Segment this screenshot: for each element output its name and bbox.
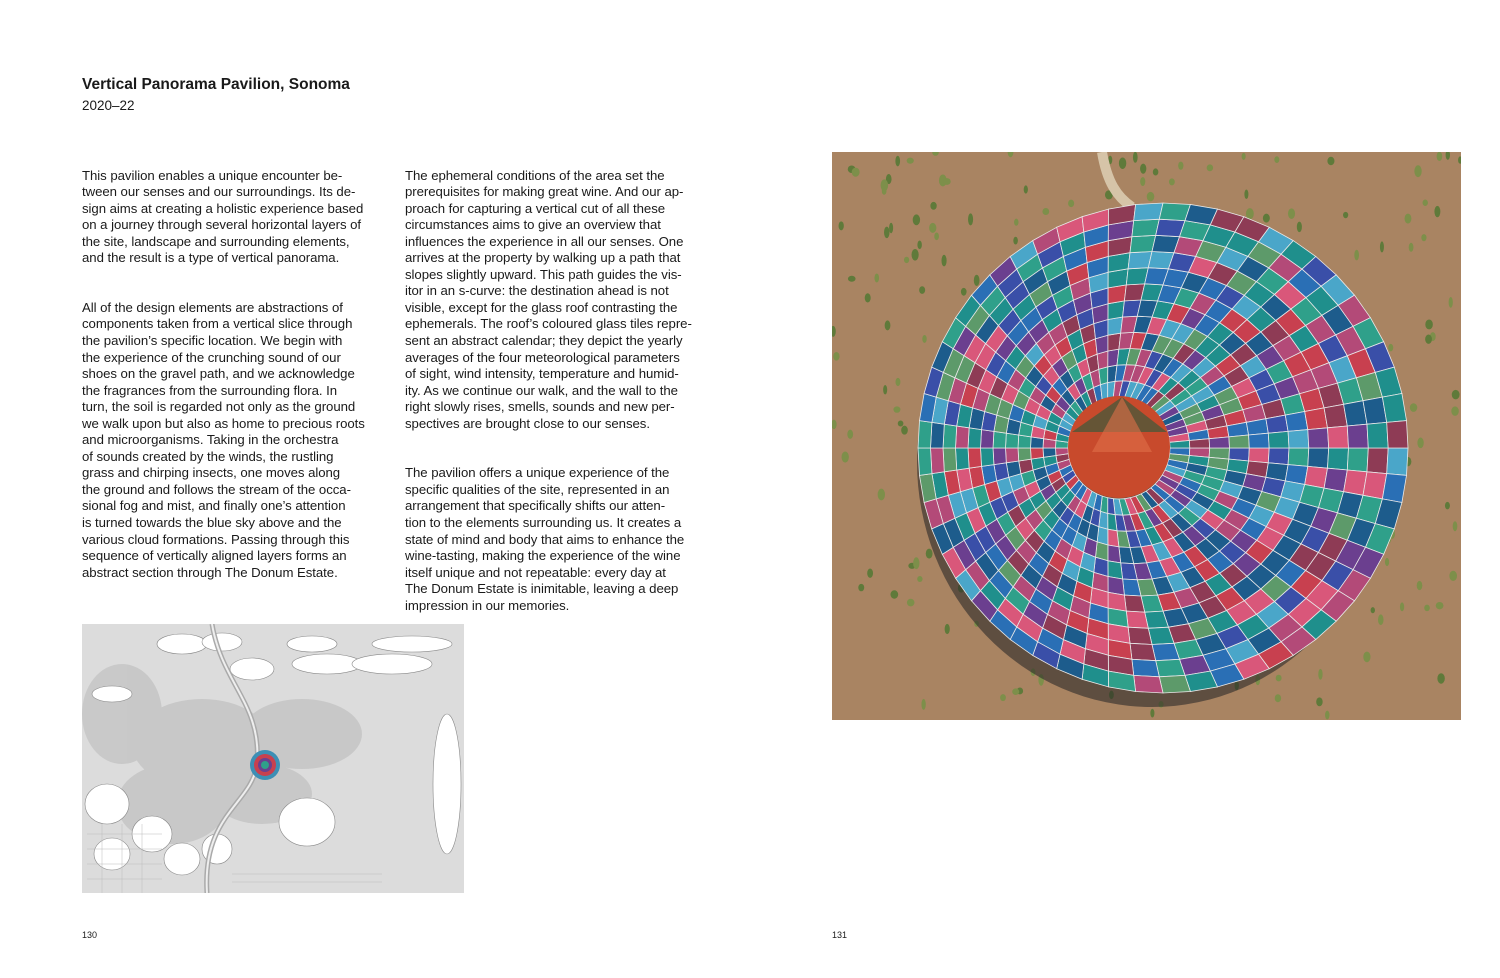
glass-tile [981,430,994,448]
shrub [1452,390,1460,399]
shrub [1385,558,1389,566]
glass-tile [1132,219,1159,237]
shrub [1140,164,1146,174]
glass-tile [1305,408,1328,430]
shrub [1380,241,1384,252]
glass-tile [1288,430,1309,448]
shrub [917,241,921,250]
glass-tile [1209,437,1229,448]
shrub [942,255,947,267]
shrub [1013,237,1018,245]
shrub [898,420,904,426]
glass-tile [981,448,994,466]
shrub [974,275,980,286]
shrub [1410,403,1417,412]
aerial-photo-pavilion-roof [832,152,1461,720]
glass-tile [1108,545,1121,563]
glass-tile [1285,412,1308,432]
shrub [893,406,900,412]
shrub [889,223,893,233]
glass-tile [1099,367,1108,385]
glass-tile [1132,659,1159,677]
shrub [1414,165,1421,177]
shrub [921,699,925,710]
glass-tile [1128,627,1152,644]
glass-tile [1347,448,1368,472]
shrub [943,178,951,185]
glass-tile [1101,383,1108,400]
paragraph: The ephemeral conditions of the area set the prerequisites for making great wine. And our ap- proach for capturing a vertical cut of all these circumstances aims to give an overview that influences the experience in all our senses. One arrives at the property by walking up a path that slopes slightly upward. This path guides the vis- itor in an s-curve: the destination ahead is not visible, except for the glass roof contrasting the ephemerals. The roof’s coloured glass tiles repre- sent an abstract calendar; they depict the yearly averages of the four meteorological parameters of sight, wind intensity, temperature and humid- ity. As we continue our walk, and the wall to the right slowly rises, smells, sounds and new per- spectives are brought close to our senses. [405,167,692,431]
shrub [1437,152,1443,161]
shrub [1343,212,1348,218]
glass-tile [1308,428,1329,448]
shrub [1153,168,1159,175]
glass-tile [1056,448,1069,456]
glass-tile [968,448,982,468]
glass-tile [1126,611,1148,628]
shrub [884,227,890,239]
shrub [1437,673,1444,683]
paragraph: All of the design elements are abstractions of components taken from a vertical slice through the pavilion’s specific location. We begin with the experience of the crunching sound of our shoes on the gravel path, and we acknowledge the fragrances from the surrounding flora. In turn, the soil is regarded not only as the ground we walk upon but also as home to precious roots and microorganisms. Taking in the orchestra of sounds created by the winds, the rustling grass and chirping insects, one moves along the ground and follows the stream of the occa- sional fog and mist, and finally one’s attention is turned towards the blue sky above and the various cloud formations. Passing through this sequence of vertically aligned layers forms an abstract section through The Donum Estate. [82,299,365,580]
shrub [1436,602,1444,609]
glass-tile [1249,433,1270,448]
shrub [1405,214,1412,224]
shrub [1388,344,1393,351]
shrub [1445,502,1450,509]
glass-tile [1268,448,1289,465]
glass-tile [1229,435,1249,448]
glass-tile [1108,529,1119,547]
shrub [961,288,967,296]
shrub [907,158,914,164]
glass-tile [1156,659,1185,677]
shrub [1119,157,1126,168]
shrub [1042,208,1049,215]
glass-tile [1387,421,1408,448]
shrub [1423,200,1428,206]
shrub [1453,521,1458,531]
shrub [847,430,853,439]
glass-tile [918,448,932,475]
shrub [907,599,915,607]
shrub [917,576,922,582]
text-column-2 [405,151,725,647]
glass-tile [943,424,957,448]
glass-tile [931,422,945,448]
site-plan-drawing [82,624,464,893]
shrub [913,557,919,569]
shrub [1014,219,1018,226]
glass-tile [1328,426,1349,448]
shrub [1000,694,1006,701]
shrub [881,179,889,191]
glass-tile [1031,448,1044,459]
shrub [1150,709,1154,718]
shrub [1068,200,1074,207]
shrub [858,584,864,591]
shrub [1449,571,1457,581]
shrub [1147,192,1155,202]
shrub [885,320,891,330]
shrub [865,293,871,302]
shrub [922,335,926,343]
glass-tile [956,448,970,470]
paragraph: This pavilion enables a unique encounter be- tween our senses and our surroundings. Its de- sign aims at creating a holistic experience based on a journey through several horizontal layers of the site, landscape and surrounding elements, and the result is a type of vertical panorama. [82,167,364,266]
glass-tile [918,421,932,448]
shrub [901,426,908,435]
glass-tile [1006,448,1019,463]
shrub [1242,153,1246,160]
shrub [1263,214,1270,223]
shrub [867,569,873,578]
glass-tile [956,426,970,448]
glass-tile [1159,675,1190,693]
shrub [1244,190,1248,199]
glass-tile [1382,394,1406,423]
glass-tile [1189,439,1209,448]
shrub [926,549,933,559]
shrub [1371,607,1375,613]
pavilion-marker [250,750,280,780]
glass-tile [1347,424,1368,448]
shrub [934,233,939,241]
shrub [1297,222,1302,233]
glass-tile [1130,643,1156,660]
shrub [1325,711,1329,720]
shrub [1024,185,1028,193]
page-number-left: 130 [82,930,98,940]
shrub [1451,406,1458,416]
shrub [848,276,856,282]
shrub [842,452,849,463]
glass-tile [993,431,1006,448]
glass-tile [968,428,982,448]
shrub [1140,177,1145,186]
glass-tile [1134,203,1163,221]
glass-tile [1130,235,1156,252]
shrub [1275,694,1281,702]
shrub [1169,178,1175,185]
shrub [1424,605,1430,612]
shrub [1274,156,1279,163]
shrub [904,257,909,263]
page-number-right: 131 [832,930,848,940]
glass-tile [1382,474,1406,503]
shrub [1421,234,1426,241]
shrub [883,385,887,394]
glass-tile [1018,448,1031,461]
shrub [1327,157,1334,165]
shrub [1363,652,1370,663]
glass-tile [1108,561,1123,579]
glass-tile [1367,422,1388,448]
shrub [913,214,920,225]
shrub [1434,206,1440,217]
glass-tile [993,448,1006,465]
shrub [1178,162,1183,170]
glass-tile [1006,433,1019,448]
shrub [1288,208,1295,219]
shrub [874,273,879,282]
glass-tile [1268,431,1289,448]
shrub [895,156,900,167]
shrub [1207,164,1213,171]
glass-tile [1170,441,1190,449]
shrub [1133,152,1138,163]
shrub [839,221,844,230]
shrub [852,168,860,177]
shrub [1318,669,1322,680]
shrub [912,249,919,261]
shrub [1425,334,1432,343]
shrub [1354,250,1359,261]
shrub [968,213,973,225]
glass-tile [1249,448,1270,463]
glass-tile [1328,448,1349,470]
shrub [1417,581,1423,590]
glass-tile [1043,448,1056,457]
shrub [1316,697,1322,706]
shrub [1400,602,1404,611]
glass-tile [1134,675,1163,693]
project-years: 2020–22 [82,98,135,113]
project-title: Vertical Panorama Pavilion, Sonoma [82,76,350,93]
paragraph: The pavilion offers a unique experience of the specific qualities of the site, represented in an arrangement that specifically shifts our atten- tion to the elements surrounding us. It creates a state of mind and body that aims to enhance the wine-tasting, making the experience of the wine itself unique and not repeatable: every day at The Donum Estate is inimitable, leaving a deep impression in our memories. [405,465,685,613]
shrub [1449,297,1453,308]
glass-tile [1387,448,1408,475]
glass-tile [1266,415,1288,433]
shrub [1012,688,1019,695]
glass-tile [943,448,957,472]
shrub [896,378,901,386]
shrub [919,286,925,294]
shrub [1409,243,1414,252]
shrub [930,202,936,210]
shrub [1276,675,1282,682]
shrub [945,624,950,634]
glass-tile [1308,448,1329,468]
glass-tile [1108,514,1117,531]
shrub [890,590,898,598]
glass-tile [1288,448,1309,466]
glass-tile [1124,595,1144,612]
shrub [1378,614,1384,625]
text-column-1 [82,151,402,614]
shrub [878,489,885,501]
shrub [1425,319,1433,329]
glass-tile [1367,448,1388,474]
shrub [1417,438,1423,449]
shrub [929,223,936,233]
shrub [833,352,839,361]
glass-tile [931,448,945,474]
